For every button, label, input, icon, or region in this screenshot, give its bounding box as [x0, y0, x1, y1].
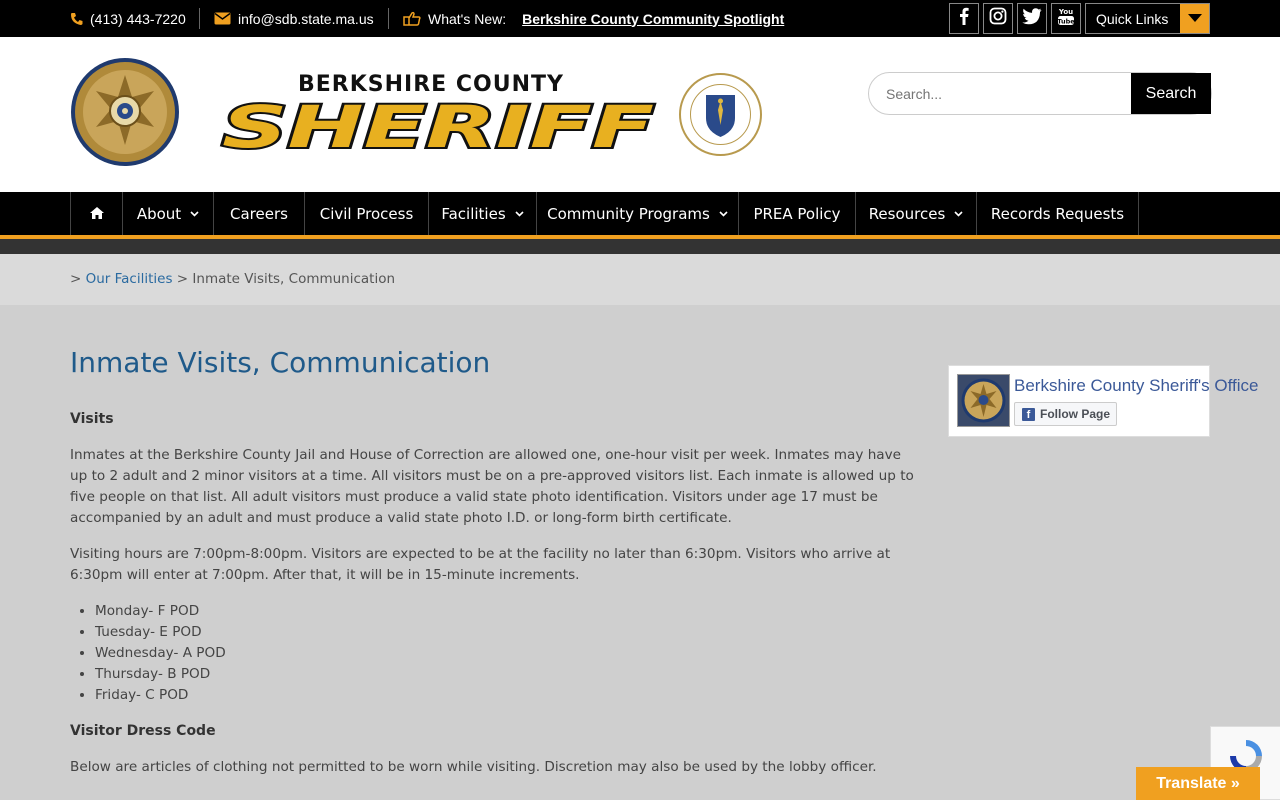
site-header [0, 37, 1280, 192]
nav-community-programs-label: Community Programs [547, 204, 710, 223]
nav-facilities[interactable] [428, 192, 536, 235]
nav-careers-label: Careers [230, 204, 288, 223]
facebook-link[interactable] [949, 3, 979, 34]
facebook-icon: f [1022, 408, 1035, 421]
email-contact[interactable] [214, 0, 374, 37]
facebook-page-avatar[interactable] [957, 374, 1010, 427]
envelope-icon [214, 12, 231, 25]
twitter-link[interactable] [1017, 3, 1047, 34]
nav-prea-policy[interactable] [738, 192, 855, 235]
list-item: • Thursday- B POD [95, 664, 920, 685]
visits-paragraph-hours: Visiting hours are 7:00pm-8:00pm. Visitors are expected to be at the facility no later than 6:30pm. Visitors who arrive at 6:30pm will enter at 7:00pm. After that, it will be in 15-minute increments. [70, 546, 891, 583]
svg-text:You: You [1058, 8, 1074, 16]
visit-schedule-list [95, 601, 920, 706]
main-nav [0, 192, 1280, 235]
nav-prea-policy-label: PREA Policy [753, 204, 841, 223]
brand-sheriff-wordmark[interactable] [220, 93, 656, 161]
nav-careers[interactable] [213, 192, 304, 235]
nav-shadow-stripe [0, 239, 1280, 254]
whats-new [403, 0, 784, 37]
caret-down-icon [1180, 4, 1209, 33]
search-input[interactable] [869, 73, 1132, 114]
breadcrumb-current: Inmate Visits, Communication [192, 271, 396, 287]
translate-button[interactable]: Translate » [1136, 767, 1260, 800]
email-address: info@sdb.state.ma.us [238, 10, 374, 27]
nav-facilities-label: Facilities [441, 204, 506, 223]
facebook-follow-label: Follow Page [1040, 407, 1111, 421]
phone-contact[interactable] [70, 0, 186, 37]
nav-home[interactable] [70, 192, 122, 235]
nav-civil-process-label: Civil Process [319, 204, 414, 223]
facebook-page-name[interactable]: Berkshire County Sheriff's Office [1014, 376, 1259, 395]
svg-text:Tube: Tube [1057, 17, 1075, 26]
quick-links-label: Quick Links [1096, 10, 1169, 27]
nav-about[interactable] [122, 192, 213, 235]
list-item: • Tuesday- E POD [95, 622, 920, 643]
brand-county: BERKSHIRE COUNTY [298, 72, 564, 97]
breadcrumb [70, 271, 395, 287]
quick-links-dropdown[interactable] [1085, 3, 1210, 34]
chevron-down-icon [515, 211, 524, 217]
massachusetts-seal-logo [679, 73, 762, 156]
sheriff-badge-logo[interactable] [70, 57, 180, 167]
top-bar [0, 0, 1280, 37]
whats-new-label: What's New: [428, 10, 507, 27]
search-form [868, 72, 1212, 115]
dress-code-heading: Visitor Dress Code [70, 723, 216, 739]
whats-new-link[interactable]: Berkshire County Community Spotlight [522, 10, 785, 27]
nav-records-requests-label: Records Requests [990, 204, 1125, 223]
nav-resources-label: Resources [868, 204, 946, 223]
breadcrumb-separator: > [176, 271, 189, 287]
facebook-page-widget [948, 365, 1259, 437]
instagram-icon [989, 7, 1007, 30]
chevron-down-icon [719, 211, 728, 217]
visits-paragraph-rules: Inmates at the Berkshire County Jail and House of Correction are allowed one, one-hour visit per week. Inmates may have up to 2 adult and 2 minor visitors at a time. All visitors must be on a pre-approved visitors list. Each inmate is allowed up to five people on that list. All adult visitors must produce a valid state photo identification. Visitors under age 17 must be accompanied by an adult and must produce a valid state photo I.D. or long-form birth certificate. [70, 447, 914, 526]
chevron-down-icon [954, 211, 963, 217]
page-title: Inmate Visits, Communication [70, 346, 491, 379]
instagram-link[interactable] [983, 3, 1013, 34]
visits-heading: Visits [70, 411, 114, 427]
search-button[interactable]: Search [1131, 73, 1211, 114]
nav-records-requests[interactable] [976, 192, 1138, 235]
list-item: • Monday- F POD [95, 601, 920, 622]
home-icon [90, 205, 104, 223]
svg-text:SHERIFF: SHERIFF [222, 93, 654, 161]
dress-code-intro: Below are articles of clothing not permitted to be worn while visiting. Discretion may also be used by the lobby officer. [70, 759, 877, 775]
chevron-down-icon [190, 211, 199, 217]
twitter-icon [1022, 8, 1042, 29]
facebook-follow-button[interactable] [1014, 402, 1117, 426]
article-body [70, 409, 920, 793]
facebook-icon [959, 7, 969, 30]
nav-about-label: About [136, 204, 182, 223]
youtube-link[interactable] [1051, 3, 1081, 34]
list-item: • Friday- C POD [95, 685, 920, 706]
nav-community-programs[interactable] [536, 192, 738, 235]
nav-civil-process[interactable] [304, 192, 428, 235]
hand-pointer-icon [403, 11, 421, 26]
breadcrumb-bar [0, 254, 1280, 305]
phone-icon [70, 12, 83, 26]
phone-number: (413) 443-7220 [90, 10, 186, 27]
youtube-icon [1057, 6, 1075, 31]
breadcrumb-link-facilities[interactable]: Our Facilities [85, 271, 173, 287]
nav-resources[interactable] [855, 192, 976, 235]
list-item: • Wednesday- A POD [95, 643, 920, 664]
breadcrumb-separator: > [70, 271, 82, 287]
